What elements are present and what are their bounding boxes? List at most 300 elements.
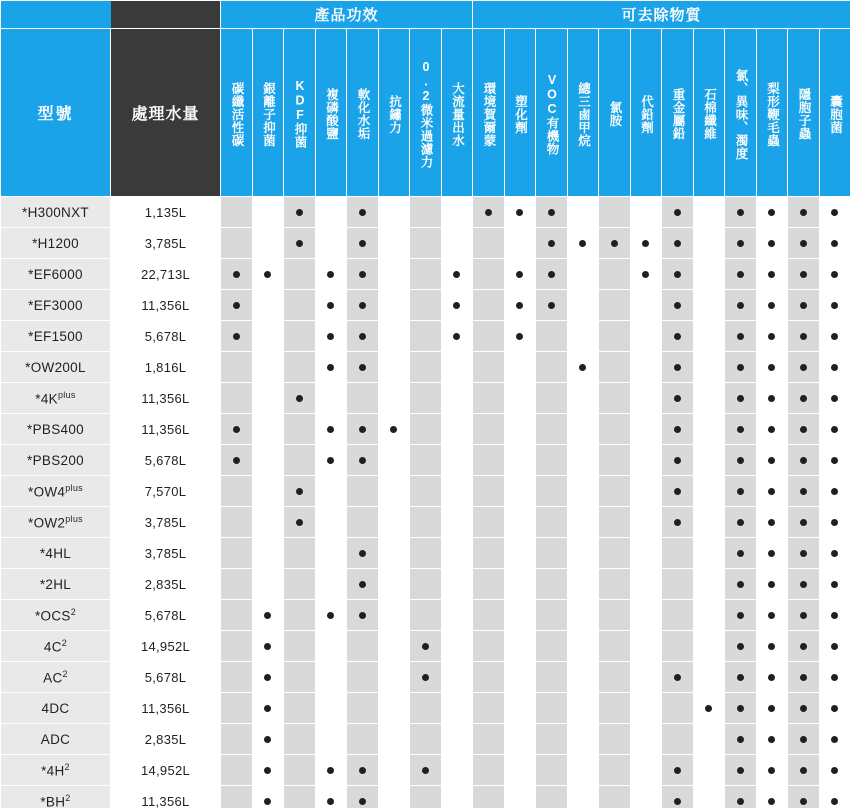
cell-c10 <box>504 724 536 755</box>
cell-c8 <box>441 600 473 631</box>
table-row <box>1 383 850 414</box>
cell-c19 <box>788 414 820 445</box>
cell-c1 <box>221 631 253 662</box>
feature-dot-icon <box>327 612 334 619</box>
cell-c9 <box>473 383 505 414</box>
cell-c20 <box>819 290 850 321</box>
cell-c6 <box>378 228 410 259</box>
cell-c1 <box>221 569 253 600</box>
column-header-c18 <box>756 29 788 197</box>
cell-c8 <box>441 507 473 538</box>
cell-c7 <box>410 352 442 383</box>
cell-c10 <box>504 259 536 290</box>
cell-c3 <box>284 538 316 569</box>
row-volume-value: 1,135L <box>111 197 221 228</box>
feature-dot-icon <box>768 767 775 774</box>
cell-c11 <box>536 600 568 631</box>
header-column-row <box>1 29 850 197</box>
feature-dot-icon <box>264 674 271 681</box>
cell-c16 <box>693 538 725 569</box>
cell-c20 <box>819 538 850 569</box>
cell-c6 <box>378 321 410 352</box>
cell-c10 <box>504 755 536 786</box>
cell-c11 <box>536 569 568 600</box>
cell-c3 <box>284 569 316 600</box>
feature-dot-icon <box>831 209 838 216</box>
cell-c17 <box>725 507 757 538</box>
cell-c3 <box>284 414 316 445</box>
cell-c11 <box>536 476 568 507</box>
row-volume-value: 14,952L <box>111 631 221 662</box>
feature-dot-icon <box>768 798 775 805</box>
cell-c13 <box>599 724 631 755</box>
feature-dot-icon <box>548 302 555 309</box>
feature-dot-icon <box>768 736 775 743</box>
cell-c17 <box>725 321 757 352</box>
column-header-label: 石棉纖維 <box>702 88 717 140</box>
feature-dot-icon <box>768 488 775 495</box>
cell-c13 <box>599 228 631 259</box>
feature-dot-icon <box>548 209 555 216</box>
cell-c12 <box>567 352 599 383</box>
cell-c15 <box>662 600 694 631</box>
feature-dot-icon <box>831 519 838 526</box>
cell-c5 <box>347 445 379 476</box>
feature-dot-icon <box>800 798 807 805</box>
cell-c2 <box>252 693 284 724</box>
cell-c6 <box>378 259 410 290</box>
cell-c3 <box>284 631 316 662</box>
row-volume-value: 2,835L <box>111 569 221 600</box>
cell-c13 <box>599 259 631 290</box>
cell-c17 <box>725 352 757 383</box>
cell-c14 <box>630 786 662 808</box>
cell-c20 <box>819 600 850 631</box>
feature-dot-icon <box>768 395 775 402</box>
feature-dot-icon <box>359 767 366 774</box>
feature-dot-icon <box>768 240 775 247</box>
feature-dot-icon <box>642 271 649 278</box>
row-model-label: *4HL <box>1 538 111 569</box>
cell-c2 <box>252 352 284 383</box>
cell-c2 <box>252 631 284 662</box>
cell-c13 <box>599 755 631 786</box>
cell-c17 <box>725 786 757 808</box>
cell-c2 <box>252 755 284 786</box>
feature-dot-icon <box>453 271 460 278</box>
cell-c9 <box>473 290 505 321</box>
cell-c10 <box>504 662 536 693</box>
feature-dot-icon <box>296 209 303 216</box>
column-header-label: 環境賀爾蒙 <box>482 81 497 147</box>
cell-c8 <box>441 290 473 321</box>
cell-c1 <box>221 321 253 352</box>
cell-c16 <box>693 755 725 786</box>
cell-c17 <box>725 476 757 507</box>
cell-c3 <box>284 352 316 383</box>
cell-c14 <box>630 445 662 476</box>
cell-c5 <box>347 290 379 321</box>
feature-dot-icon <box>674 395 681 402</box>
cell-c17 <box>725 569 757 600</box>
column-header-c5 <box>347 29 379 197</box>
cell-c4 <box>315 476 347 507</box>
cell-c7 <box>410 631 442 662</box>
cell-c5 <box>347 228 379 259</box>
group-header-product-effect: 產品功效 <box>221 1 473 29</box>
cell-c10 <box>504 631 536 662</box>
feature-dot-icon <box>831 612 838 619</box>
cell-c5 <box>347 259 379 290</box>
feature-dot-icon <box>737 581 744 588</box>
cell-c11 <box>536 290 568 321</box>
cell-c3 <box>284 507 316 538</box>
cell-c1 <box>221 197 253 228</box>
feature-dot-icon <box>831 488 838 495</box>
cell-c1 <box>221 600 253 631</box>
cell-c4 <box>315 228 347 259</box>
feature-dot-icon <box>737 519 744 526</box>
cell-c4 <box>315 662 347 693</box>
feature-dot-icon <box>264 736 271 743</box>
row-volume-value: 11,356L <box>111 414 221 445</box>
cell-c15 <box>662 383 694 414</box>
feature-dot-icon <box>737 302 744 309</box>
column-header-label: 囊胞菌 <box>828 94 843 134</box>
row-volume-value: 5,678L <box>111 321 221 352</box>
cell-c9 <box>473 786 505 808</box>
cell-c18 <box>756 600 788 631</box>
cell-c3 <box>284 600 316 631</box>
row-volume-value: 7,570L <box>111 476 221 507</box>
feature-dot-icon <box>737 426 744 433</box>
cell-c3 <box>284 290 316 321</box>
cell-c7 <box>410 724 442 755</box>
row-model-label: $AC^2$ <box>1 662 111 693</box>
cell-c14 <box>630 414 662 445</box>
cell-c18 <box>756 755 788 786</box>
cell-c15 <box>662 476 694 507</box>
cell-c19 <box>788 259 820 290</box>
cell-c7 <box>410 414 442 445</box>
column-header-label: 抗鏽力 <box>387 94 402 134</box>
feature-dot-icon <box>327 302 334 309</box>
cell-c19 <box>788 662 820 693</box>
cell-c7 <box>410 569 442 600</box>
cell-c11 <box>536 352 568 383</box>
cell-c9 <box>473 352 505 383</box>
feature-dot-icon <box>264 612 271 619</box>
cell-c13 <box>599 600 631 631</box>
cell-c6 <box>378 693 410 724</box>
cell-c8 <box>441 538 473 569</box>
cell-c6 <box>378 600 410 631</box>
cell-c16 <box>693 228 725 259</box>
feature-dot-icon <box>737 457 744 464</box>
cell-c18 <box>756 352 788 383</box>
cell-c20 <box>819 507 850 538</box>
cell-c7 <box>410 507 442 538</box>
cell-c15 <box>662 197 694 228</box>
cell-c12 <box>567 259 599 290</box>
cell-c4 <box>315 197 347 228</box>
cell-c16 <box>693 724 725 755</box>
cell-c15 <box>662 228 694 259</box>
feature-dot-icon <box>800 612 807 619</box>
feature-dot-icon <box>831 333 838 340</box>
table-row <box>1 476 850 507</box>
cell-c8 <box>441 352 473 383</box>
cell-c7 <box>410 321 442 352</box>
column-header-label: 總三鹵甲烷 <box>576 81 591 147</box>
row-model-label: $*BH^2$ <box>1 786 111 808</box>
cell-c18 <box>756 507 788 538</box>
row-volume-value: 11,356L <box>111 383 221 414</box>
cell-c10 <box>504 352 536 383</box>
cell-c3 <box>284 476 316 507</box>
cell-c12 <box>567 414 599 445</box>
cell-c17 <box>725 259 757 290</box>
feature-dot-icon <box>768 333 775 340</box>
feature-dot-icon <box>422 767 429 774</box>
cell-c16 <box>693 569 725 600</box>
column-header-c11 <box>536 29 568 197</box>
cell-c18 <box>756 662 788 693</box>
row-model-label: *PBS200 <box>1 445 111 476</box>
feature-dot-icon <box>768 302 775 309</box>
column-header-label: 軟化水垢 <box>356 88 370 140</box>
cell-c18 <box>756 228 788 259</box>
cell-c19 <box>788 600 820 631</box>
column-header-label: 氯、異味、濁度 <box>734 68 749 160</box>
cell-c20 <box>819 383 850 414</box>
cell-c8 <box>441 662 473 693</box>
column-header-label: 銀離子抑菌 <box>261 81 276 147</box>
cell-c7 <box>410 197 442 228</box>
cell-c19 <box>788 197 820 228</box>
cell-c10 <box>504 321 536 352</box>
feature-dot-icon <box>359 581 366 588</box>
cell-c11 <box>536 383 568 414</box>
cell-c17 <box>725 228 757 259</box>
feature-dot-icon <box>327 426 334 433</box>
feature-dot-icon <box>831 674 838 681</box>
cell-c19 <box>788 352 820 383</box>
cell-c3 <box>284 755 316 786</box>
feature-dot-icon <box>359 302 366 309</box>
feature-dot-icon <box>516 333 523 340</box>
cell-c20 <box>819 786 850 808</box>
row-model-label: *EF3000 <box>1 290 111 321</box>
cell-c17 <box>725 445 757 476</box>
column-header-c3 <box>284 29 316 197</box>
cell-c1 <box>221 507 253 538</box>
column-header-label: KDF抑菌 <box>293 79 307 149</box>
cell-c16 <box>693 600 725 631</box>
row-model-label: 4DC <box>1 693 111 724</box>
feature-dot-icon <box>831 457 838 464</box>
cell-c15 <box>662 724 694 755</box>
feature-dot-icon <box>296 519 303 526</box>
cell-c3 <box>284 445 316 476</box>
cell-c2 <box>252 724 284 755</box>
feature-dot-icon <box>800 488 807 495</box>
cell-c6 <box>378 445 410 476</box>
cell-c18 <box>756 383 788 414</box>
feature-dot-icon <box>800 581 807 588</box>
cell-c10 <box>504 290 536 321</box>
feature-dot-icon <box>768 209 775 216</box>
row-model-label: $4C^2$ <box>1 631 111 662</box>
cell-c2 <box>252 476 284 507</box>
cell-c18 <box>756 476 788 507</box>
cell-c3 <box>284 228 316 259</box>
cell-c11 <box>536 445 568 476</box>
feature-dot-icon <box>674 271 681 278</box>
feature-dot-icon <box>674 798 681 805</box>
feature-dot-icon <box>800 271 807 278</box>
cell-c13 <box>599 569 631 600</box>
feature-dot-icon <box>674 240 681 247</box>
feature-dot-icon <box>233 333 240 340</box>
cell-c9 <box>473 507 505 538</box>
feature-dot-icon <box>327 457 334 464</box>
cell-c7 <box>410 290 442 321</box>
feature-dot-icon <box>768 581 775 588</box>
cell-c1 <box>221 538 253 569</box>
cell-c2 <box>252 600 284 631</box>
cell-c11 <box>536 662 568 693</box>
column-header-c19 <box>788 29 820 197</box>
feature-dot-icon <box>800 550 807 557</box>
feature-dot-icon <box>674 457 681 464</box>
cell-c10 <box>504 507 536 538</box>
table-row <box>1 786 850 808</box>
feature-dot-icon <box>674 767 681 774</box>
table-row <box>1 259 850 290</box>
feature-dot-icon <box>233 457 240 464</box>
column-header-c4 <box>315 29 347 197</box>
cell-c2 <box>252 321 284 352</box>
cell-c4 <box>315 321 347 352</box>
row-volume-value: 11,356L <box>111 693 221 724</box>
cell-c2 <box>252 662 284 693</box>
feature-dot-icon <box>768 705 775 712</box>
cell-c14 <box>630 631 662 662</box>
cell-c15 <box>662 352 694 383</box>
feature-dot-icon <box>327 333 334 340</box>
cell-c6 <box>378 569 410 600</box>
cell-c8 <box>441 228 473 259</box>
feature-dot-icon <box>233 302 240 309</box>
cell-c19 <box>788 290 820 321</box>
feature-dot-icon <box>674 426 681 433</box>
cell-c2 <box>252 197 284 228</box>
cell-c19 <box>788 321 820 352</box>
cell-c2 <box>252 383 284 414</box>
cell-c7 <box>410 383 442 414</box>
cell-c17 <box>725 197 757 228</box>
cell-c17 <box>725 600 757 631</box>
cell-c16 <box>693 352 725 383</box>
cell-c14 <box>630 476 662 507</box>
cell-c8 <box>441 259 473 290</box>
cell-c15 <box>662 569 694 600</box>
feature-dot-icon <box>359 798 366 805</box>
cell-c12 <box>567 197 599 228</box>
cell-c20 <box>819 228 850 259</box>
cell-c20 <box>819 476 850 507</box>
cell-c11 <box>536 538 568 569</box>
column-header-c13 <box>599 29 631 197</box>
cell-c4 <box>315 569 347 600</box>
cell-c6 <box>378 786 410 808</box>
cell-c13 <box>599 507 631 538</box>
cell-c2 <box>252 569 284 600</box>
cell-c3 <box>284 321 316 352</box>
cell-c1 <box>221 755 253 786</box>
feature-dot-icon <box>453 333 460 340</box>
cell-c19 <box>788 476 820 507</box>
feature-dot-icon <box>737 736 744 743</box>
cell-c8 <box>441 383 473 414</box>
cell-c12 <box>567 724 599 755</box>
cell-c13 <box>599 445 631 476</box>
cell-c12 <box>567 600 599 631</box>
cell-c17 <box>725 693 757 724</box>
column-header-c6 <box>378 29 410 197</box>
cell-c15 <box>662 321 694 352</box>
cell-c8 <box>441 414 473 445</box>
cell-c5 <box>347 352 379 383</box>
feature-dot-icon <box>579 364 586 371</box>
cell-c12 <box>567 538 599 569</box>
cell-c1 <box>221 383 253 414</box>
header-volume: 處理水量 <box>111 29 221 197</box>
cell-c8 <box>441 569 473 600</box>
cell-c9 <box>473 569 505 600</box>
cell-c7 <box>410 662 442 693</box>
cell-c1 <box>221 445 253 476</box>
cell-c16 <box>693 507 725 538</box>
cell-c14 <box>630 662 662 693</box>
cell-c20 <box>819 569 850 600</box>
cell-c15 <box>662 414 694 445</box>
cell-c9 <box>473 476 505 507</box>
cell-c14 <box>630 724 662 755</box>
feature-dot-icon <box>359 240 366 247</box>
feature-dot-icon <box>800 457 807 464</box>
feature-dot-icon <box>800 364 807 371</box>
cell-c4 <box>315 445 347 476</box>
cell-c12 <box>567 662 599 693</box>
cell-c12 <box>567 507 599 538</box>
cell-c14 <box>630 569 662 600</box>
cell-c11 <box>536 259 568 290</box>
cell-c18 <box>756 569 788 600</box>
feature-dot-icon <box>768 519 775 526</box>
cell-c5 <box>347 538 379 569</box>
row-model-label: *PBS400 <box>1 414 111 445</box>
cell-c15 <box>662 507 694 538</box>
cell-c6 <box>378 352 410 383</box>
column-header-c14 <box>630 29 662 197</box>
cell-c11 <box>536 693 568 724</box>
feature-dot-icon <box>800 767 807 774</box>
feature-dot-icon <box>674 674 681 681</box>
cell-c4 <box>315 259 347 290</box>
feature-dot-icon <box>516 302 523 309</box>
